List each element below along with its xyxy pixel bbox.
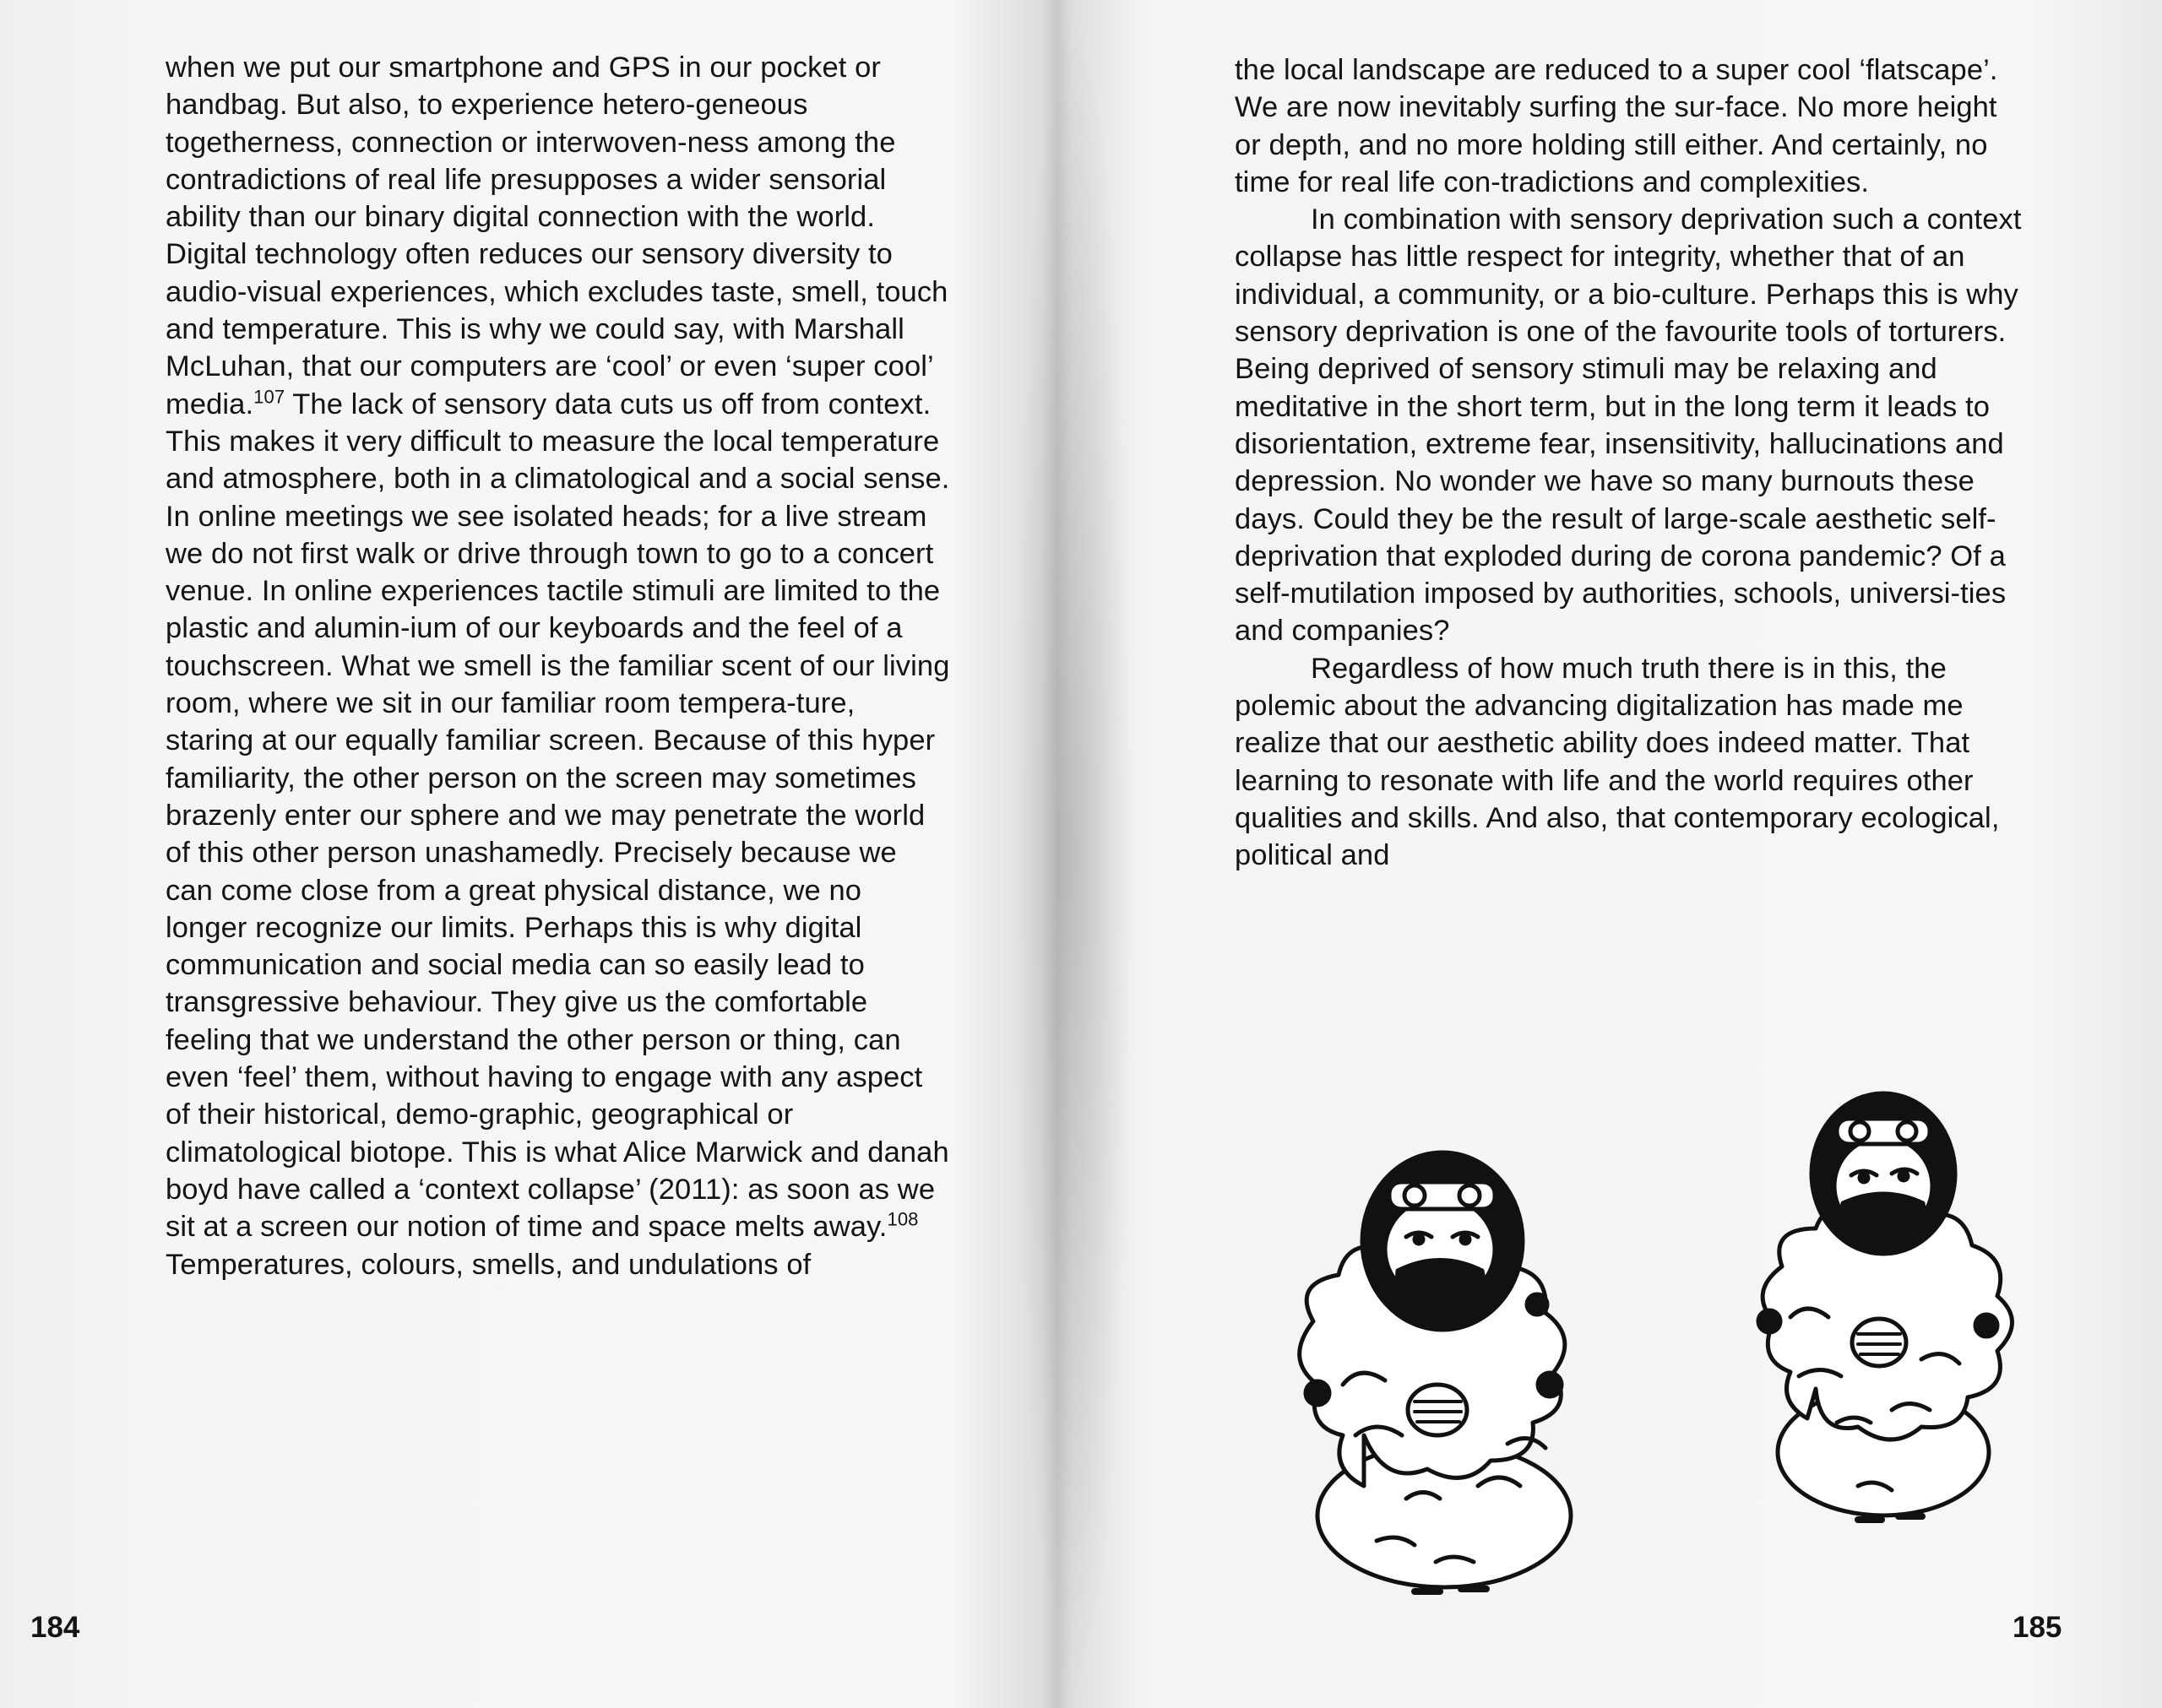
bundled-figures-illustration-icon	[1216, 1047, 2082, 1604]
left-text-segment-2: The lack of sensory data cuts us off from context. This makes it very difficult to measure the local temperature and atmosphere, both in a climatological and a social sense. In online meetings we see isolated heads; for a live stream we do not first walk or drive through town to go to a concert venue. In online experiences tactile stimuli are limited to the plastic and alumin-ium of our keyboards and the feel of a touchscreen. What we smell is the familiar scent of our living room, where we sit in our familiar room tempera-ture, staring at our equally familiar screen. Because of this hyper familiarity, the other person on the screen may sometimes brazenly enter our sphere and we may penetrate the world of this other person unashamedly. Precisely because we can come close from a great physical distance, we no longer recognize our limits. Perhaps this is why digital communication and social media can so easily lead to transgressive behaviour. They give us the comfortable feeling that we understand the other person or thing, can even ‘feel’ them, without having to engage with any aspect of their historical, demo-graphic, geographical or climatological biotope. This is what Alice Marwick and danah boyd have called a ‘context collapse’ (2011): as soon as we sit at a screen our notion of time and space melts away.	[166, 388, 950, 1244]
left-text-segment-3: Temperatures, colours, smells, and undulations of	[166, 1248, 812, 1281]
right-body-text	[1235, 52, 2029, 875]
right-paragraph-3: Regardless of how much truth there is in this, the polemic about the advancing digitalization has made me realize that our aesthetic ability does indeed matter. That learning to resonate with life and the world requires other qualities and skills. And also, that contemporary ecological, political and	[1235, 652, 2000, 872]
figure-left	[1300, 1152, 1571, 1591]
right-page	[1060, 0, 2162, 1708]
left-paragraph	[166, 49, 951, 1283]
right-paragraph-1: the local landscape are reduced to a super cool ‘flatscape’. We are now inevitably surfing the sur-face. No more height or depth, and no more holding still either. And certainly, no time for real life con-tradictions and complexities.	[1235, 54, 1998, 198]
left-page	[0, 0, 1051, 1708]
footnote-marker-107: 107	[253, 386, 285, 408]
figure-right	[1758, 1093, 2013, 1520]
right-paragraph-2: In combination with sensory deprivation such a context collapse has little respect for integrity, whether that of an individual, a community, or a bio-culture. Perhaps this is why sensory deprivation is one of the favourite tools of torturers. Being deprived of sensory stimuli may be relaxing and meditative in the short term, but in the long term it leads to disorientation, extreme fear, insensitivity, hallucinations and depression. No wonder we have so many burnouts these days. Could they be the result of large-scale aesthetic self-deprivation that exploded during de corona pandemic? Of a self-mutilation imposed by authorities, schools, universi-ties and companies?	[1235, 203, 2022, 648]
page-number-right: 185	[2013, 1611, 2062, 1644]
left-text-segment-1: when we put our smartphone and GPS in our pocket or handbag. But also, to experience hetero-geneous togetherness, connection or interwoven-ness among the contradictions of real life presupposes a wider sensorial ability than our binary digital connection with the world. Digital technology often reduces our sensory diversity to audio-visual experiences, which excludes taste, smell, touch and temperature. This is why we could say, with Marshall McLuhan, that our computers are ‘cool’ or even ‘super cool’ media.	[166, 52, 948, 420]
footnote-marker-108: 108	[887, 1208, 919, 1230]
page-number-left: 184	[30, 1611, 80, 1644]
left-body-text	[166, 49, 951, 1283]
